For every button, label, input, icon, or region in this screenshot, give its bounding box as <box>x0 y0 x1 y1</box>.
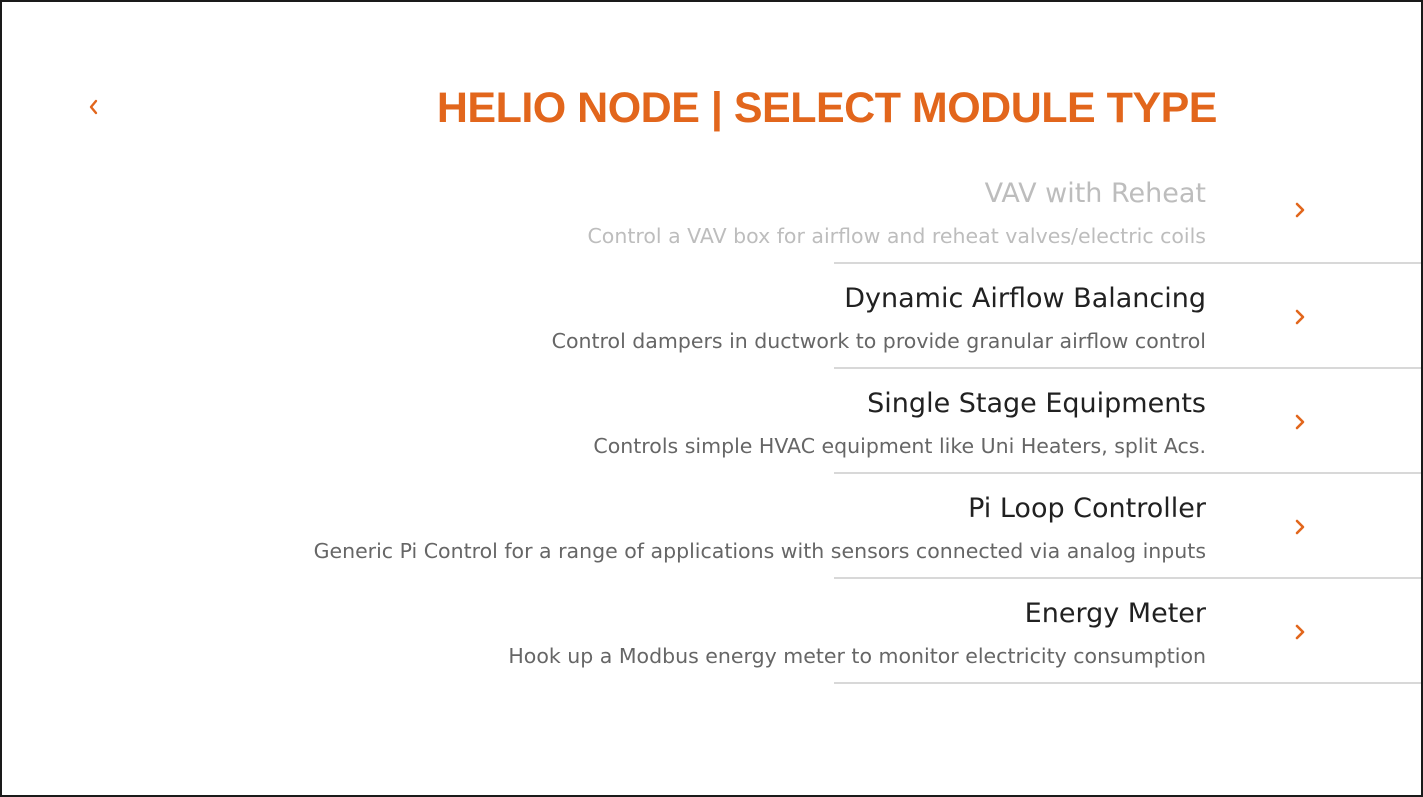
module-item-energy-meter[interactable] <box>2 579 1421 684</box>
module-description: Controls simple HVAC equipment like Uni Heaters, split Acs. <box>593 434 1206 458</box>
page-title: HELIO NODE | SELECT MODULE TYPE <box>436 84 1217 132</box>
chevron-right-icon <box>1290 197 1310 223</box>
module-description: Control a VAV box for airflow and reheat valves/electric coils <box>587 224 1206 248</box>
back-button[interactable] <box>80 90 106 124</box>
module-name: Single Stage Equipments <box>867 388 1206 419</box>
chevron-right-icon <box>1290 514 1310 540</box>
module-name: Pi Loop Controller <box>968 493 1206 524</box>
divider <box>834 682 1421 684</box>
module-name: VAV with Reheat <box>984 178 1206 209</box>
module-list <box>2 159 1421 684</box>
module-description: Hook up a Modbus energy meter to monitor electricity consumption <box>508 644 1206 668</box>
module-name: Dynamic Airflow Balancing <box>844 283 1206 314</box>
module-item-dynamic-airflow-balancing[interactable] <box>2 264 1421 369</box>
chevron-left-icon <box>86 97 100 117</box>
module-type-screen <box>2 2 1421 795</box>
module-item-single-stage-equipments[interactable] <box>2 369 1421 474</box>
module-description: Control dampers in ductwork to provide granular airflow control <box>551 329 1206 353</box>
module-item-pi-loop-controller[interactable] <box>2 474 1421 579</box>
chevron-right-icon <box>1290 619 1310 645</box>
module-description: Generic Pi Control for a range of applications with sensors connected via analog inputs <box>313 539 1206 563</box>
chevron-right-icon <box>1290 409 1310 435</box>
chevron-right-icon <box>1290 304 1310 330</box>
module-item-vav-with-reheat[interactable] <box>2 159 1421 264</box>
module-name: Energy Meter <box>1024 598 1206 629</box>
